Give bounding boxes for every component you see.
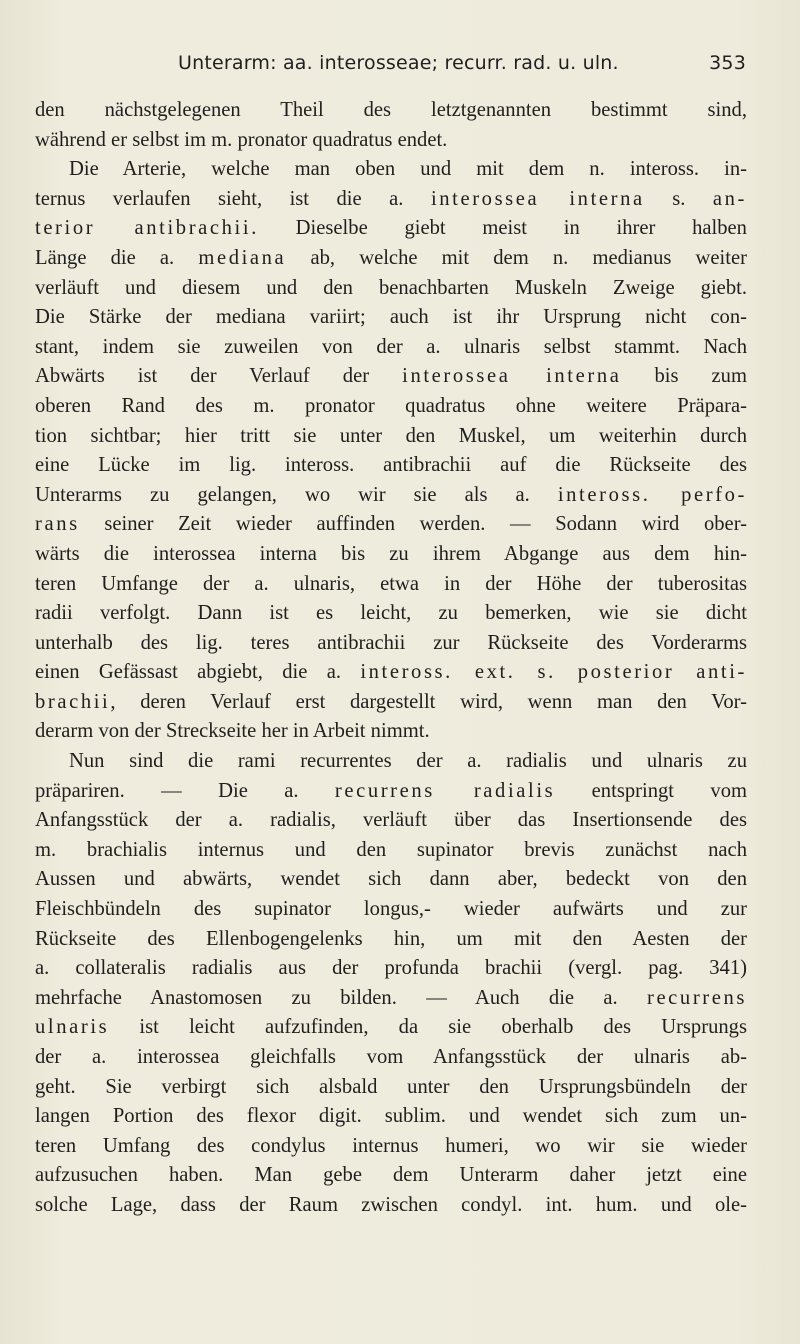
text-run: präpariren. — Die a.	[35, 779, 335, 802]
text-run: langen Portion des flexor digit. sublim. und wendet sich zum un-	[35, 1105, 747, 1128]
text-run: unterhalb des lig. teres antibrachii zur Rückseite des Vorderarms	[35, 631, 747, 654]
text-run: den nächstgelegenen Theil des letztgenannten bestimmt sind,	[35, 99, 747, 121]
text-line	[35, 895, 747, 925]
text-line	[35, 925, 747, 955]
text-line	[35, 244, 747, 274]
text-line	[35, 865, 747, 895]
text-run: , deren Verlauf erst dargestellt wird, wenn man den Vor-	[110, 690, 747, 713]
text-run: Rückseite des Ellenbogengelenks hin, um mit den Aesten der	[35, 927, 747, 950]
text-line	[35, 1132, 747, 1162]
text-line	[35, 836, 747, 866]
text-run: geht. Sie verbirgt sich alsbald unter den Ursprungsbündeln der	[35, 1075, 747, 1098]
spaced-term: ulnaris	[35, 1016, 110, 1039]
text-line	[35, 1043, 747, 1073]
text-line	[35, 126, 747, 156]
text-line	[35, 303, 747, 333]
spaced-term: inteross. perfo-	[557, 483, 747, 506]
text-line	[35, 747, 747, 777]
spaced-term: interossea interna	[430, 187, 645, 210]
text-run: stant, indem sie zuweilen von der a. ulnaris selbst stammt. Nach	[35, 335, 747, 358]
spaced-term: terior antibrachii.	[35, 217, 259, 240]
text-line	[35, 1102, 747, 1132]
text-line	[35, 984, 747, 1014]
text-run: verläuft und diesem und den benachbarten Muskeln Zweige giebt.	[35, 276, 747, 299]
text-line	[35, 481, 747, 511]
text-line	[35, 717, 747, 747]
text-line	[35, 629, 747, 659]
text-run: Unterarms zu gelangen, wo wir sie als a.	[35, 483, 558, 506]
text-run: mehrfache Anastomosen zu bilden. — Auch die a.	[35, 986, 647, 1009]
text-line	[35, 806, 747, 836]
text-line	[35, 510, 747, 540]
text-line	[35, 599, 747, 629]
text-run: aufzusuchen haben. Man gebe dem Unterarm daher jetzt eine	[35, 1164, 747, 1187]
text-run: teren Umfang des condylus internus humeri, wo wir sie wieder	[35, 1134, 747, 1157]
text-run: Dieselbe giebt meist in ihrer halben	[258, 217, 747, 240]
text-run: ternus verlaufen sieht, ist die a.	[35, 187, 431, 210]
text-line	[35, 155, 747, 185]
spaced-term: an-	[712, 187, 747, 210]
spaced-term: interossea interna	[402, 365, 622, 388]
spaced-term: recurrens	[646, 986, 747, 1009]
text-run: Die Stärke der mediana variirt; auch ist ihr Ursprung nicht con-	[35, 306, 747, 329]
page-number: 353	[709, 52, 746, 74]
spaced-term: brachii	[35, 690, 111, 713]
text-run: einen Gefässast abgiebt, die a.	[35, 661, 361, 684]
text-run: Länge die a.	[35, 246, 199, 269]
text-run: s.	[644, 187, 713, 210]
text-line	[35, 1191, 747, 1221]
text-run: radii verfolgt. Dann ist es leicht, zu bemerken, wie sie dicht	[35, 602, 747, 625]
text-run: oberen Rand des m. pronator quadratus ohne weitere Präpara-	[35, 394, 747, 417]
text-run: Anfangsstück der a. radialis, verläuft über das Insertionsende des	[35, 809, 747, 832]
text-line	[35, 333, 747, 363]
body-text	[35, 96, 747, 1221]
spaced-term: inteross. ext. s. posterior anti-	[360, 661, 747, 684]
text-line	[35, 954, 747, 984]
text-run: Aussen und abwärts, wendet sich dann aber, bedeckt von den	[35, 868, 747, 891]
spaced-term: recurrens radialis	[334, 779, 556, 802]
text-run: wärts die interossea interna bis zu ihrem Abgange aus dem hin-	[35, 542, 747, 565]
text-line	[35, 658, 747, 688]
text-run: entspringt vom	[555, 779, 748, 802]
text-line	[35, 777, 747, 807]
text-line	[35, 1013, 747, 1043]
text-run: Die Arterie, welche man oben und mit dem n. inteross. in-	[69, 158, 747, 181]
spaced-term: rans	[35, 513, 80, 536]
text-run: eine Lücke im lig. inteross. antibrachii auf die Rückseite des	[35, 454, 747, 477]
text-run: Nun sind die rami recurrentes der a. radialis und ulnaris zu	[69, 750, 747, 773]
spaced-term: mediana	[198, 246, 287, 269]
text-line	[35, 274, 747, 304]
text-run: während er selbst im m. pronator quadratus endet.	[35, 128, 448, 151]
text-run: Abwärts ist der Verlauf der	[35, 365, 403, 388]
text-run: ist leicht aufzufinden, da sie oberhalb des Ursprungs	[109, 1016, 747, 1039]
header-title: Unterarm: aa. interosseae; recurr. rad. u. uln.	[178, 52, 619, 74]
text-line	[35, 570, 747, 600]
text-line	[35, 1073, 747, 1103]
text-line	[35, 422, 747, 452]
text-run: Fleischbündeln des supinator longus,- wieder aufwärts und zur	[35, 898, 747, 921]
text-run: derarm von der Streckseite her in Arbeit nimmt.	[35, 720, 430, 743]
text-run: teren Umfange der a. ulnaris, etwa in der Höhe der tuberositas	[35, 572, 747, 595]
running-header	[178, 52, 746, 84]
text-line	[35, 688, 747, 718]
text-run: solche Lage, dass der Raum zwischen condyl. int. hum. und ole-	[35, 1193, 747, 1216]
text-line	[35, 451, 747, 481]
text-line	[35, 362, 747, 392]
text-run: a. collateralis radialis aus der profunda brachii (vergl. pag. 341)	[35, 957, 747, 980]
text-line	[35, 185, 747, 215]
text-run: ab, welche mit dem n. medianus weiter	[286, 246, 747, 269]
text-run: m. brachialis internus und den supinator brevis zunächst nach	[35, 838, 747, 861]
text-run: bis zum	[621, 365, 747, 388]
text-run: seiner Zeit wieder auffinden werden. — Sodann wird ober-	[79, 513, 747, 536]
text-run: der a. interossea gleichfalls vom Anfangsstück der ulnaris ab-	[35, 1046, 747, 1068]
text-line	[35, 540, 747, 570]
text-line	[35, 96, 747, 126]
text-run: tion sichtbar; hier tritt sie unter den Muskel, um weiterhin durch	[35, 424, 747, 447]
text-line	[35, 1161, 747, 1191]
text-line	[35, 392, 747, 422]
text-line	[35, 214, 747, 244]
